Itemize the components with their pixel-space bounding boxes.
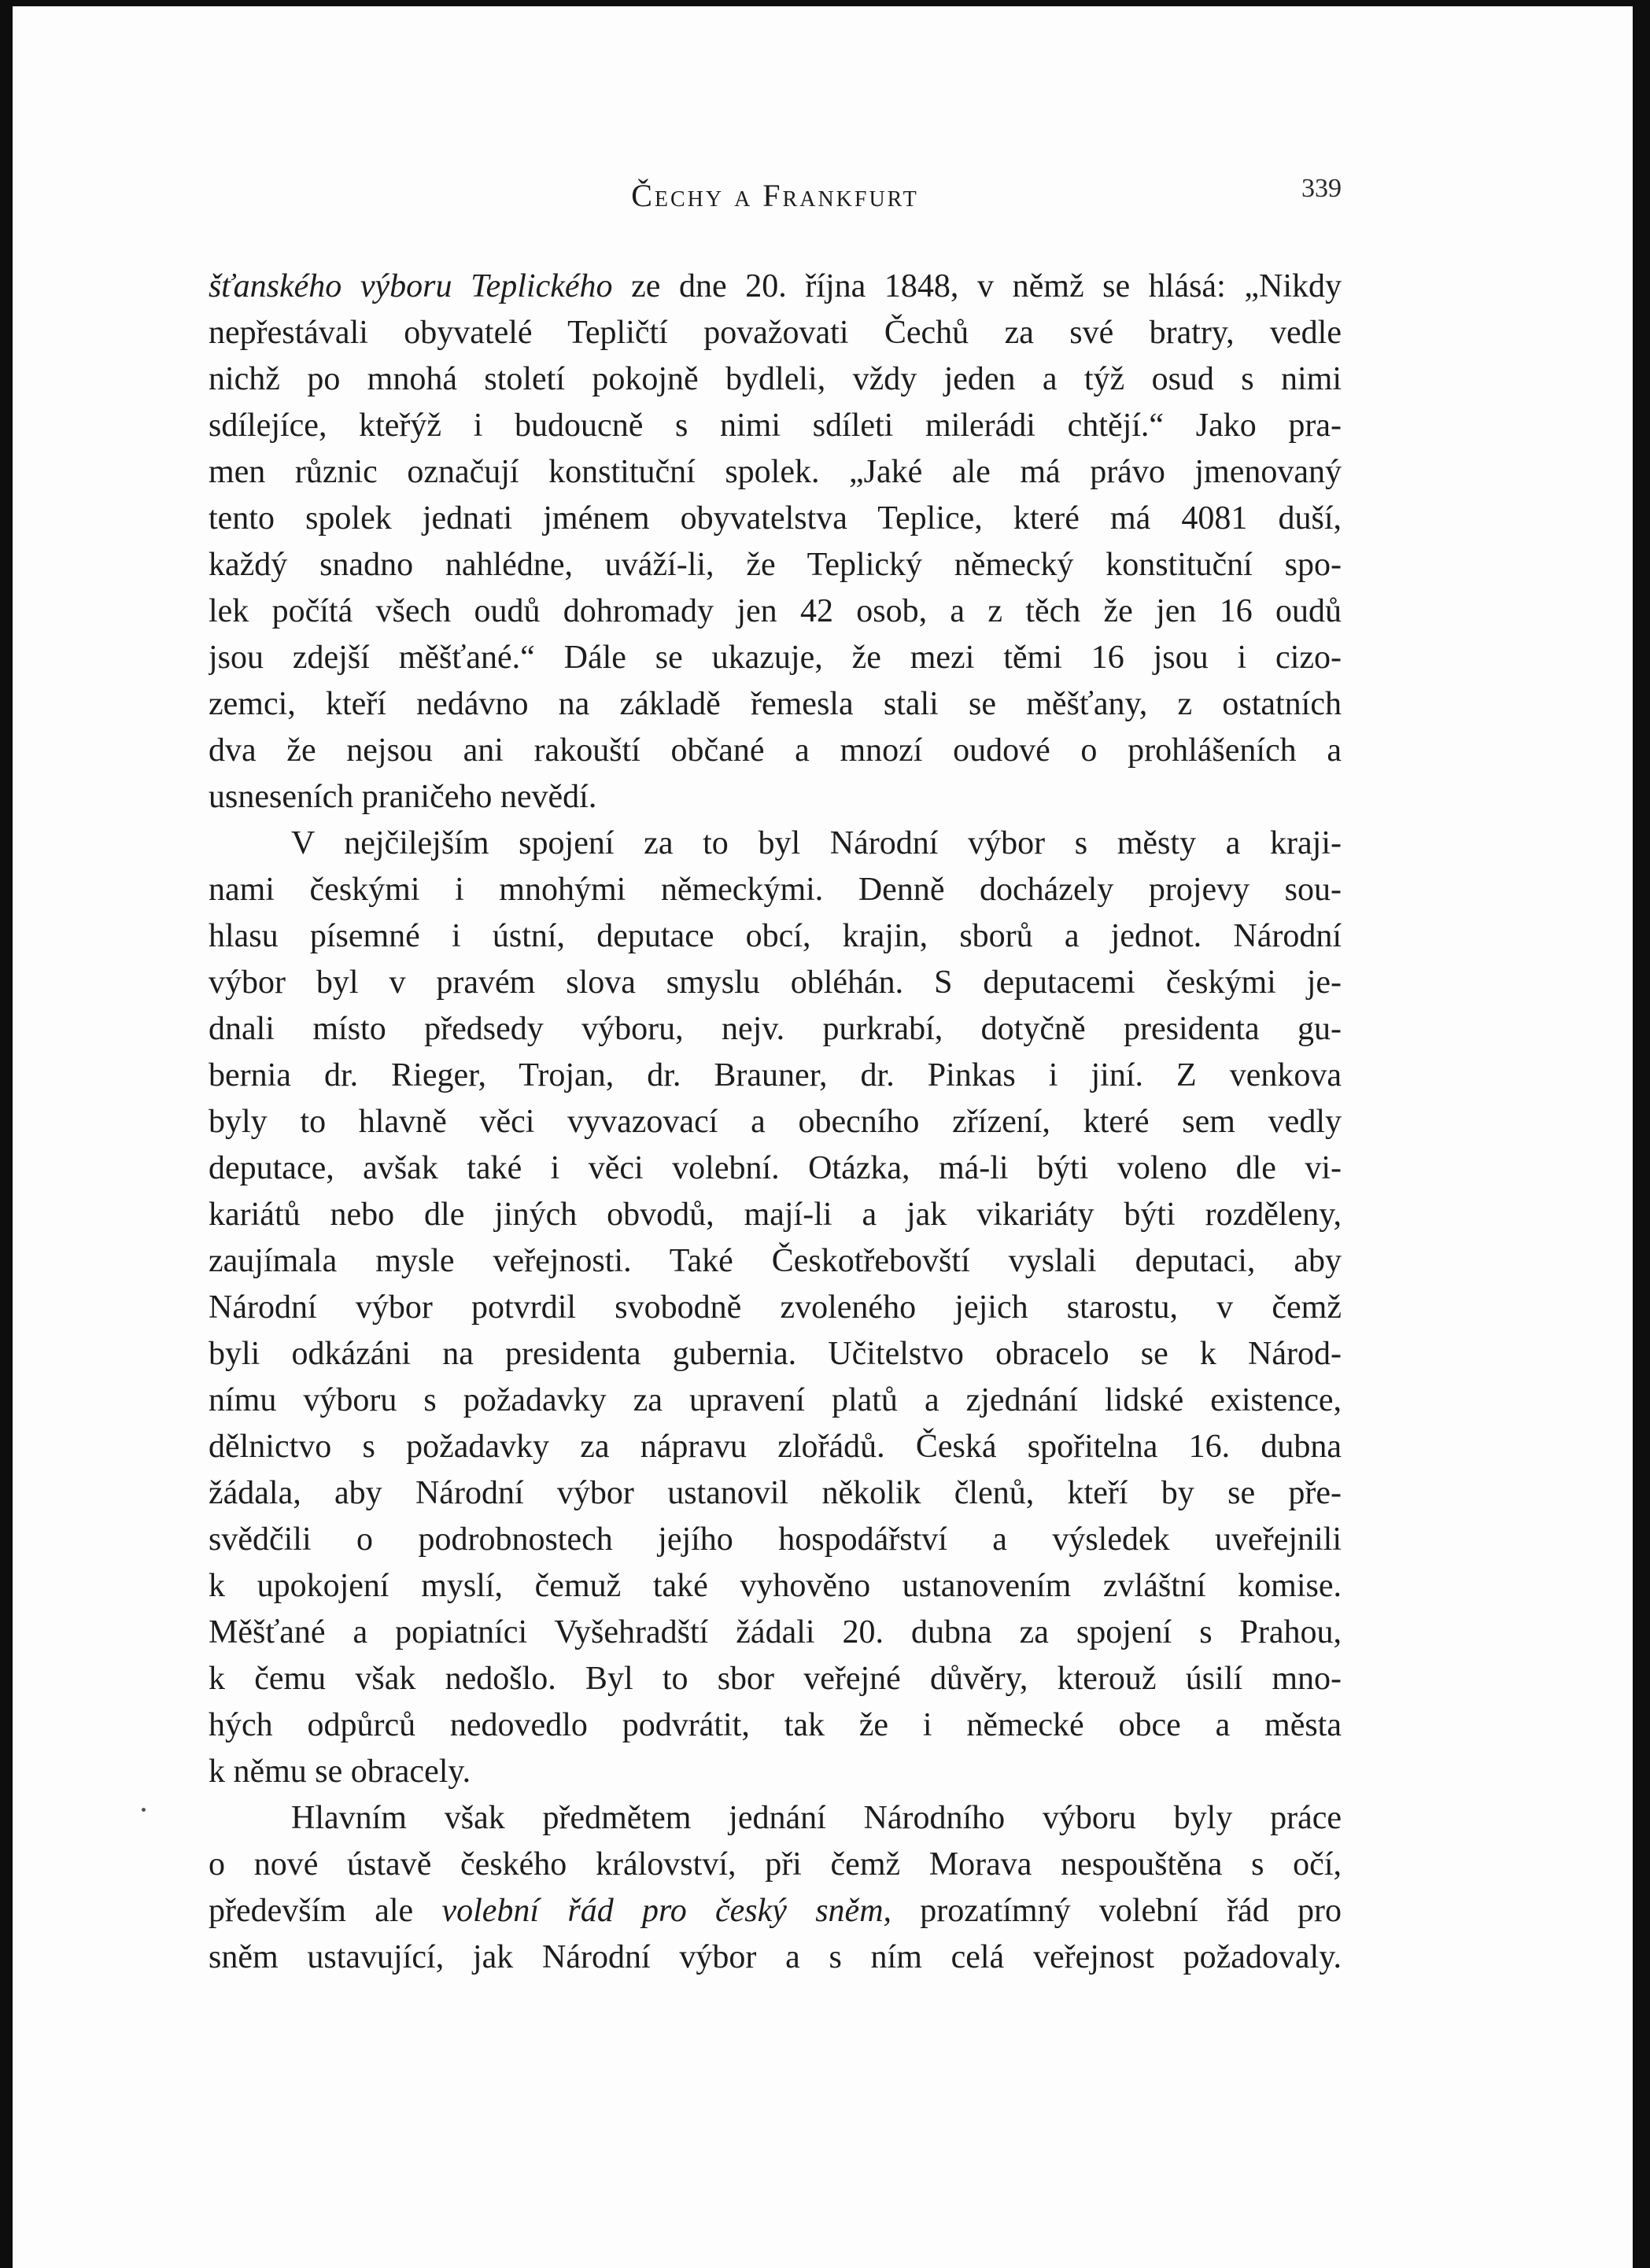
text-line: [209, 1470, 1342, 1517]
text-line: [209, 1377, 1342, 1424]
text-segment: bernia dr. Rieger, Trojan, dr. Brauner, dr. Pinkas i jiní. Z venkova: [209, 1057, 1342, 1093]
text-segment: výbor byl v pravém slova smyslu obléhán. S deputacemi českými je-: [209, 964, 1342, 1001]
paragraph: [209, 264, 1342, 821]
text-line: [209, 1285, 1342, 1331]
text-line: [209, 1656, 1342, 1702]
text-line: [209, 1006, 1342, 1053]
scan-border-right: [1633, 0, 1650, 2268]
text-line: [209, 1842, 1342, 1888]
text-segment: dnali místo předsedy výboru, nejv. purkrabí, dotyčně presidenta gu-: [209, 1011, 1342, 1047]
text-line: [209, 821, 1342, 867]
text-line: [209, 1749, 1342, 1795]
text-line: [209, 1053, 1342, 1099]
text-line: [209, 1795, 1342, 1842]
text-segment: hých odpůrců nedovedlo podvrátit, tak že i německé obce a města: [209, 1707, 1342, 1743]
scan-border-left: [0, 0, 13, 2268]
text-line: [209, 960, 1342, 1006]
text-segment: zaujímala mysle veřejnosti. Také Českotřebovští vyslali deputaci, aby: [209, 1243, 1342, 1279]
text-line: [209, 1517, 1342, 1563]
text-line: [209, 681, 1342, 728]
text-segment: svědčili o podrobnostech jejího hospodářství a výsledek uveřejnili: [209, 1521, 1342, 1558]
italic-text: šťanského výboru Teplického: [209, 268, 613, 304]
text-segment: k upokojení myslí, čemuž také vyhověno ustanovením zvláštní komise.: [209, 1568, 1342, 1604]
italic-text: volební řád pro český sněm,: [441, 1893, 892, 1929]
text-line: [209, 1331, 1342, 1377]
text-line: [209, 496, 1342, 542]
text-segment: deputace, avšak také i věci volební. Otázka, má-li býti voleno dle vi-: [209, 1150, 1342, 1186]
page-header: [209, 174, 1342, 224]
text-segment: především ale: [209, 1893, 442, 1929]
text-line: [209, 1934, 1342, 1981]
text-segment: byli odkázáni na presidenta gubernia. Učitelstvo obracelo se k Národ-: [209, 1336, 1342, 1372]
text-segment: Národní výbor potvrdil svobodně zvoleného jejich starostu, v čemž: [209, 1289, 1342, 1326]
paragraph: [209, 1795, 1342, 1981]
text-segment: každý snadno nahlédne, uváží-li, že Teplický německý konstituční spo-: [209, 547, 1342, 583]
text-line: [209, 1099, 1342, 1145]
margin-speck: [142, 1808, 146, 1812]
text-line: [209, 403, 1342, 449]
text-line: [209, 635, 1342, 681]
scan-border-top: [0, 0, 1650, 6]
page-number: 339: [1301, 174, 1342, 203]
text-line: [209, 1192, 1342, 1238]
text-segment: zemci, kteří nedávno na základě řemesla stali se měšťany, z ostatních: [209, 686, 1342, 722]
text-line: [209, 542, 1342, 588]
text-segment: nami českými i mnohými německými. Denně docházely projevy sou-: [209, 872, 1342, 908]
text-segment: nichž po mnohá století pokojně bydleli, vždy jeden a týž osud s nimi: [209, 361, 1342, 397]
text-segment: dva že nejsou ani rakouští občané a mnozí oudové o prohlášeních a: [209, 732, 1342, 769]
text-segment: sdílejíce, kteřýž i budoucně s nimi sdíleti milerádi chtějí.“ Jako pra-: [209, 408, 1342, 444]
text-line: [209, 774, 1342, 821]
running-title: Čechy a Frankfurt: [631, 178, 919, 213]
text-line: [209, 913, 1342, 960]
text-segment: usneseních praničeho nevědí.: [209, 779, 597, 815]
text-segment: nepřestávali obyvatelé Tepličtí považovati Čechů za své bratry, vedle: [209, 315, 1342, 351]
text-line: [209, 1610, 1342, 1656]
text-segment: o nové ústavě českého království, při čemž Morava nespouštěna s očí,: [209, 1846, 1342, 1883]
text-line: [209, 264, 1342, 310]
text-segment: jsou zdejší měšťané.“ Dále se ukazuje, že mezi těmi 16 jsou i cizo-: [209, 640, 1342, 676]
text-segment: žádala, aby Národní výbor ustanovil několik členů, kteří by se pře-: [209, 1475, 1342, 1511]
text-segment: men různic označují konstituční spolek. „Jaké ale má právo jmenovaný: [209, 454, 1342, 490]
text-segment: dělnictvo s požadavky za nápravu zlořádů. Česká spořitelna 16. dubna: [209, 1429, 1342, 1465]
text-line: [209, 867, 1342, 913]
text-segment: k čemu však nedošlo. Byl to sbor veřejné důvěry, kterouž úsilí mno-: [209, 1661, 1342, 1697]
text-line: [209, 1888, 1342, 1934]
text-line: [209, 1702, 1342, 1749]
text-line: [209, 588, 1342, 635]
text-segment: Měšťané a popiatníci Vyšehradští žádali 20. dubna za spojení s Prahou,: [209, 1614, 1342, 1650]
text-line: [209, 1238, 1342, 1285]
text-segment: k němu se obracely.: [209, 1754, 471, 1790]
text-line: [209, 449, 1342, 496]
text-segment: V nejčilejším spojení za to byl Národní výbor s městy a kraji-: [291, 825, 1342, 861]
text-segment: tento spolek jednati jménem obyvatelstva Teplice, které má 4081 duší,: [209, 500, 1342, 537]
text-segment: lek počítá všech oudů dohromady jen 42 osob, a z těch že jen 16 oudů: [209, 593, 1342, 629]
text-segment: byly to hlavně věci vyvazovací a obecního zřízení, které sem vedly: [209, 1104, 1342, 1140]
text-segment: sněm ustavující, jak Národní výbor a s ním celá veřejnost požadovaly.: [209, 1939, 1342, 1975]
text-segment: prozatímný volební řád pro: [891, 1893, 1342, 1929]
body-text: [209, 264, 1342, 1981]
text-line: [209, 728, 1342, 774]
text-segment: ze dne 20. října 1848, v němž se hlásá: „Nikdy: [612, 268, 1342, 304]
text-line: [209, 310, 1342, 356]
text-line: [209, 1563, 1342, 1610]
paragraph: [209, 821, 1342, 1795]
text-line: [209, 1145, 1342, 1192]
text-segment: hlasu písemné i ústní, deputace obcí, krajin, sborů a jednot. Národní: [209, 918, 1342, 954]
text-line: [209, 356, 1342, 403]
text-segment: kariátů nebo dle jiných obvodů, mají-li a jak vikariáty býti rozděleny,: [209, 1197, 1342, 1233]
text-segment: Hlavním však předmětem jednání Národního výboru byly práce: [291, 1800, 1342, 1836]
text-segment: nímu výboru s požadavky za upravení platů a zjednání lidské existence,: [209, 1382, 1342, 1418]
text-line: [209, 1424, 1342, 1470]
